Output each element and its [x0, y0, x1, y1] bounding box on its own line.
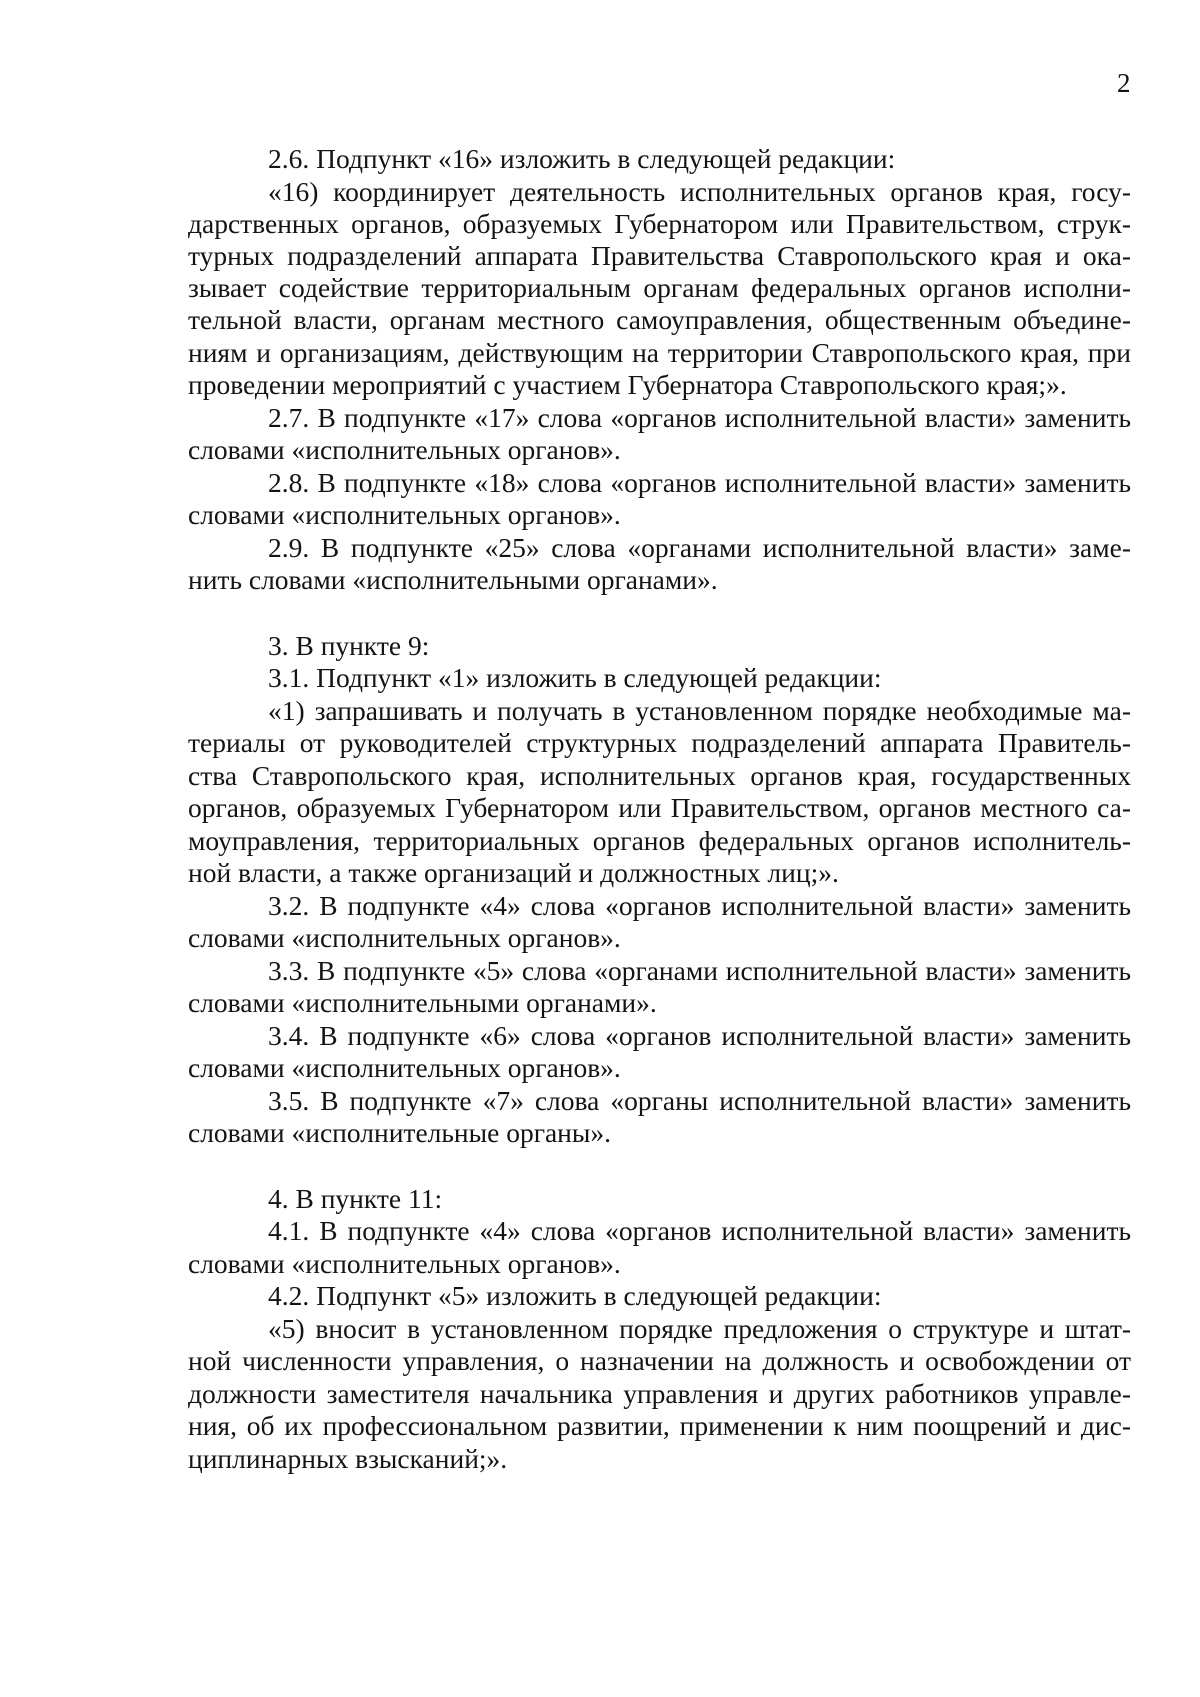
text-line: органов, образуемых Губернатором или Правительством, органов местного са- — [188, 792, 1131, 823]
text-line: «5) вносит в установленном порядке предложения о структуре и штат- — [268, 1313, 1131, 1344]
text-line: словами «исполнительных органов». — [188, 434, 621, 465]
text-line: словами «исполнительных органов». — [188, 499, 621, 530]
text-line: проведении мероприятий с участием Губернатора Ставропольского края;». — [188, 369, 1067, 400]
text-line: ства Ставропольского края, исполнительных органов края, государственных — [188, 760, 1131, 791]
text-line: ной численности управления, о назначении на должность и освобождении от — [188, 1345, 1131, 1376]
text-line: словами «исполнительных органов». — [188, 1248, 621, 1279]
text-line: нить словами «исполнительными органами». — [188, 564, 718, 595]
text-line: дарственных органов, образуемых Губернатором или Правительством, струк- — [188, 208, 1131, 239]
text-line: 4.2. Подпункт «5» изложить в следующей редакции: — [268, 1280, 882, 1311]
text-line: 3.4. В подпункте «6» слова «органов исполнительной власти» заменить — [268, 1020, 1131, 1051]
section-heading: 4. В пункте 11: — [268, 1183, 443, 1214]
text-line: ной власти, а также организаций и должностных лиц;». — [188, 857, 839, 888]
text-line: словами «исполнительные органы». — [188, 1117, 612, 1148]
text-line: ния, об их профессиональном развитии, применении к ним поощрений и дис- — [188, 1410, 1131, 1441]
text-line: циплинарных взысканий;». — [188, 1443, 508, 1474]
text-line: 2.8. В подпункте «18» слова «органов исполнительной власти» заменить — [268, 467, 1131, 498]
text-line: словами «исполнительных органов». — [188, 1052, 621, 1083]
text-line: 2.6. Подпункт «16» изложить в следующей редакции: — [268, 143, 896, 174]
text-line: словами «исполнительных органов». — [188, 922, 621, 953]
text-line: 4.1. В подпункте «4» слова «органов исполнительной власти» заменить — [268, 1215, 1131, 1246]
page-number: 2 — [1117, 68, 1131, 98]
text-line: турных подразделений аппарата Правительства Ставропольского края и ока- — [188, 240, 1131, 271]
text-line: 3.1. Подпункт «1» изложить в следующей редакции: — [268, 662, 882, 693]
text-line: тельной власти, органам местного самоуправления, общественным объедине- — [188, 304, 1131, 335]
text-line: териалы от руководителей структурных подразделений аппарата Правитель- — [188, 727, 1131, 758]
text-line: 3.3. В подпункте «5» слова «органами исполнительной власти» заменить — [268, 955, 1131, 986]
text-line: должности заместителя начальника управления и других работников управле- — [188, 1378, 1131, 1409]
text-line: «1) запрашивать и получать в установленном порядке необходимые ма- — [268, 695, 1131, 726]
text-line: «16) координирует деятельность исполнительных органов края, госу- — [268, 176, 1131, 207]
text-line: 3.2. В подпункте «4» слова «органов исполнительной власти» заменить — [268, 890, 1131, 921]
text-line: моуправления, территориальных органов федеральных органов исполнитель- — [188, 825, 1131, 856]
text-line: зывает содействие территориальным органам федеральных органов исполни- — [188, 272, 1131, 303]
section-heading: 3. В пункте 9: — [268, 630, 430, 661]
text-line: 2.7. В подпункте «17» слова «органов исполнительной власти» заменить — [268, 402, 1131, 433]
text-line: 2.9. В подпункте «25» слова «органами исполнительной власти» заме- — [268, 532, 1131, 563]
text-line: словами «исполнительными органами». — [188, 987, 657, 1018]
text-line: ниям и организациям, действующим на территории Ставропольского края, при — [188, 337, 1131, 368]
text-line: 3.5. В подпункте «7» слова «органы исполнительной власти» заменить — [268, 1085, 1131, 1116]
